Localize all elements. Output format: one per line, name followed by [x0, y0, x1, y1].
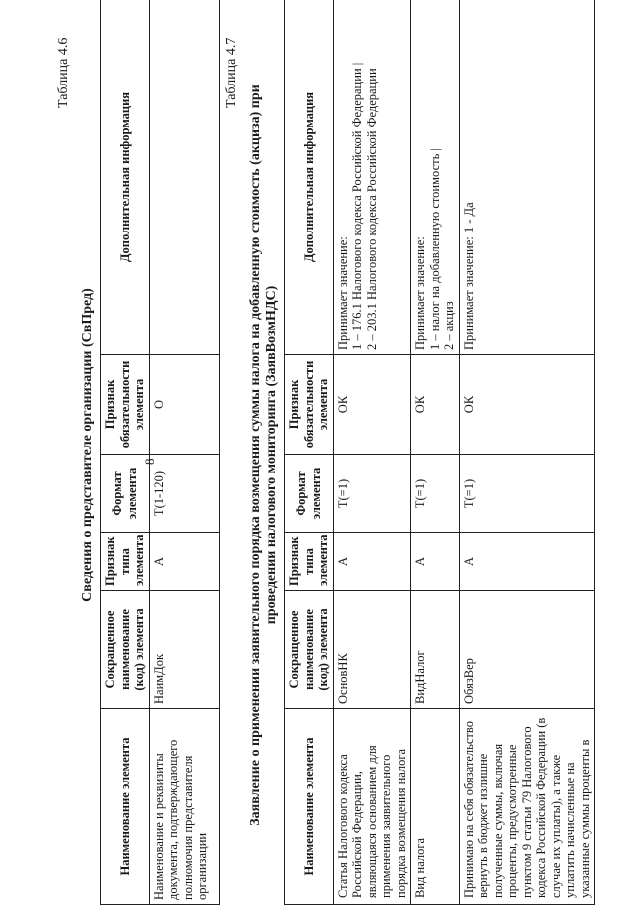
- header-cell: Сокращенное наименование (код) элемента: [101, 591, 150, 709]
- page-number: 8: [142, 458, 157, 465]
- header-cell: Дополнительная информация: [285, 0, 334, 355]
- table-4-7-title: [248, 15, 280, 895]
- cell-name: Вид налога: [411, 709, 460, 905]
- cell-info: [333, 0, 411, 355]
- header-cell: Признак обязательности элемента: [285, 355, 334, 455]
- header-cell: Наименование элемента: [285, 709, 334, 905]
- table-4-6-label: Таблица 4.6: [56, 37, 71, 108]
- info-line: 1 – 176.1 Налогового кодекса Российской Федерации |: [350, 62, 364, 350]
- table-row: [411, 0, 460, 905]
- cell-required: ОК: [459, 355, 595, 455]
- table-row: [459, 0, 595, 905]
- header-cell: Дополнительная информация: [101, 0, 150, 355]
- cell-required: ОК: [333, 355, 411, 455]
- cell-code: ВидНалог: [411, 591, 460, 709]
- cell-type: А: [333, 533, 411, 591]
- cell-required: О: [149, 355, 219, 455]
- header-cell: Признак типа элемента: [285, 533, 334, 591]
- cell-type: А: [149, 533, 219, 591]
- cell-type: А: [411, 533, 460, 591]
- cell-format: Т(1-120): [149, 455, 219, 533]
- table-4-6-title: Сведения о представителе организации (СвПред): [80, 288, 95, 602]
- table-4-7: [284, 0, 595, 905]
- cell-name: Наименование и реквизиты документа, подтверждающего полномочия представителя организации: [149, 709, 219, 905]
- cell-code: НаимДок: [149, 591, 219, 709]
- cell-code: ОсновНК: [333, 591, 411, 709]
- cell-name: Статья Налогового кодекса Российской Федерации, являющаяся основанием для применения заявительного порядка возмещения налога: [333, 709, 411, 905]
- cell-info: [149, 0, 219, 355]
- cell-required: ОК: [411, 355, 460, 455]
- header-cell: Признак типа элемента: [101, 533, 150, 591]
- table-row: [149, 0, 219, 905]
- header-cell: Формат элемента: [101, 455, 150, 533]
- header-cell: Формат элемента: [285, 455, 334, 533]
- cell-info: [411, 0, 460, 355]
- info-line: 2 – акциз: [442, 301, 456, 350]
- title-line: Заявление о применении заявительного порядка возмещения суммы налога на добавленную стоимость (акциза) при: [248, 84, 263, 826]
- info-line: 1 – налог на добавленную стоимость |: [427, 148, 442, 350]
- cell-format: Т(=1): [459, 455, 595, 533]
- info-line: Принимает значение:: [413, 236, 427, 350]
- cell-name: Принимаю на себя обязательство вернуть в бюджет излишне полученные суммы, включая проценты, предусмотренные пунктом 9 статьи 79 Налогового кодекса Российской Федерации (в случае их уплаты), а также уплатить начисленные на указанные суммы проценты в: [459, 709, 595, 905]
- cell-format: Т(=1): [333, 455, 411, 533]
- table-header-row: [101, 0, 150, 905]
- header-cell: Признак обязательности элемента: [101, 355, 150, 455]
- table-4-7-label: Таблица 4.7: [224, 37, 239, 108]
- info-line: Принимает значение:: [335, 236, 350, 350]
- info-line: Принимает значение: 1 - Да: [461, 202, 476, 350]
- table-header-row: [285, 0, 334, 905]
- header-cell: Сокращенное наименование (код) элемента: [285, 591, 334, 709]
- title-line: проведении налогового мониторинга (ЗаявВозмНДС): [264, 285, 279, 625]
- cell-format: Т(=1): [411, 455, 460, 533]
- info-line: 2 – 203.1 Налогового кодекса Российской Федерации: [364, 68, 379, 350]
- table-row: [333, 0, 411, 905]
- table-4-6: [100, 0, 220, 905]
- cell-info: [459, 0, 595, 355]
- header-cell: Наименование элемента: [101, 709, 150, 905]
- cell-code: ОбязВер: [459, 591, 595, 709]
- cell-type: А: [459, 533, 595, 591]
